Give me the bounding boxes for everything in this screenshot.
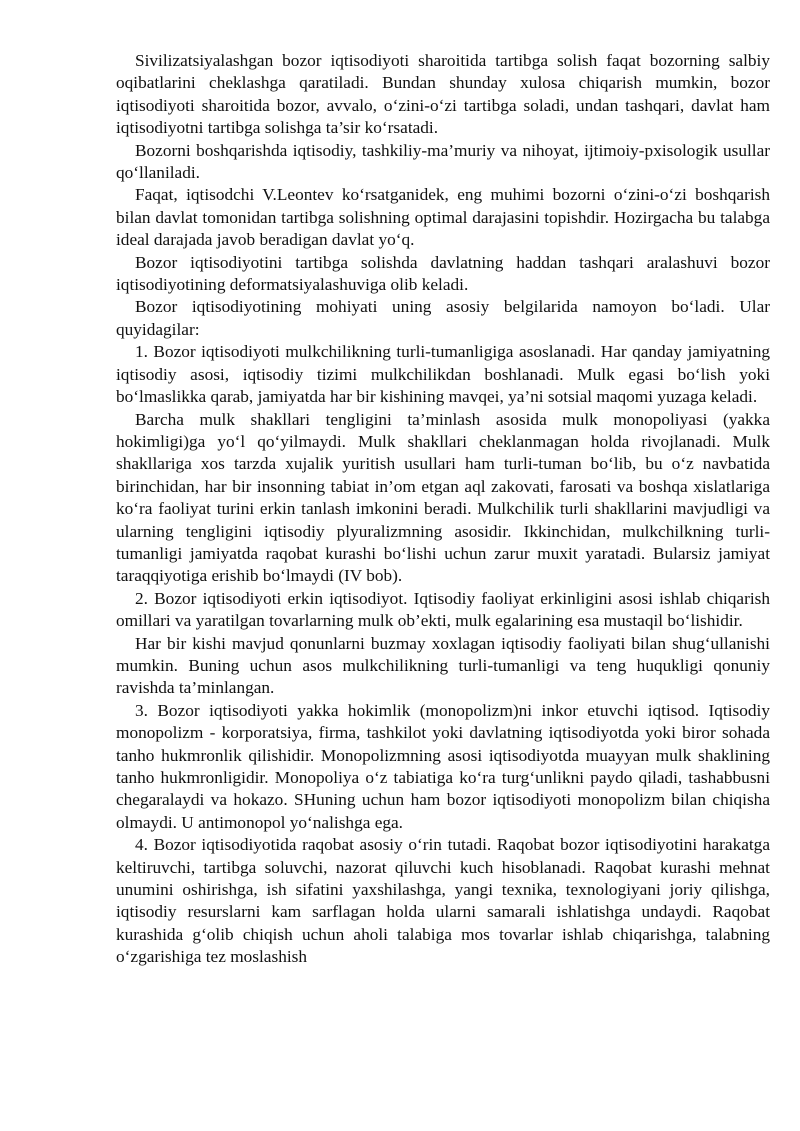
paragraph: Sivilizatsiyalashgan bozor iqtisodiyoti sharoitida tartibga solish faqat bozorning salbiy oqibatlarini cheklashga qaratiladi. Bundan shunday xulosa chiqarish mumkin, bozor iqtisodiyoti sharoitida bozor, avvalo, o‘zini-o‘zi tartibga soladi, undan tashqari, davlat ham iqtisodiyotni tartibga solishga ta’sir ko‘rsatadi. bbox=[116, 51, 770, 138]
document-page bbox=[116, 50, 770, 969]
list-item-4: 4. Bozor iqtisodiyotida raqobat asosiy o‘rin tutadi. Raqobat bozor iqtisodiyotini harakatga keltiruvchi, tartibga soluvchi, nazorat qiluvchi kuch hisoblanadi. Raqobat kurashi mehnat unumini oshirishga, ish sifatini yaxshilashga, yangi texnika, texnologiyani joriy qilishga, iqtisodiy resurslarni kam sarflagan holda ularni samarali ishlatishga undaydi. Raqobat kurashida g‘olib chiqish uchun aholi talabiga mos tovarlar ishlab chiqarishga, talabning o‘zgarishiga tez moslashish bbox=[116, 835, 770, 967]
paragraph: Barcha mulk shakllari tengligini ta’minlash asosida mulk monopoliyasi (yakka hokimligi)ga yo‘l qo‘yilmaydi. Mulk shakllari cheklanmagan holda rivojlanadi. Mulk shakllariga xos tarzda xujalik yuritish usullari ham turli-tuman bo‘lib, bu o‘z navbatida birinchidan, har bir insonning tabiat in’om etgan aql zakovati, farosati va boshqa xislatlariga ko‘ra faoliyat turini erkin tanlash imkonini beradi. Mulkchilik turli shakllarini mavjudligi va ularning tengligini iqtisodiy plyuralizmning asosidir. Ikkinchidan, mulkchilkning turli-tumanligi jamiyatda raqobat kurashi bo‘lishi uchun zarur muxit yaratadi. Bularsiz jamiyat taraqqiyotiga erishib bo‘lmaydi (IV bob). bbox=[116, 409, 770, 586]
list-item-2: 2. Bozor iqtisodiyoti erkin iqtisodiyot. Iqtisodiy faoliyat erkinligini asosi ishlab chiqarish omillari va yaratilgan tovarlarning mulk ob’ekti, mulk egalarining esa mustaqil bo‘lishidir. bbox=[116, 588, 770, 631]
paragraph: Faqat, iqtisodchi V.Leontev ko‘rsatganidek, eng muhimi bozorni o‘zini-o‘zi boshqarish bilan davlat tomonidan tartibga solishning optimal darajasini topishdir. Hozirgacha bu talabga ideal darajada javob beradigan davlat yo‘q. bbox=[116, 185, 770, 250]
paragraph: Bozorni boshqarishda iqtisodiy, tashkiliy-ma’muriy va nihoyat, ijtimoiy-pxisologik usullar qo‘llaniladi. bbox=[116, 140, 770, 183]
list-item-1: 1. Bozor iqtisodiyoti mulkchilikning turli-tumanligiga asoslanadi. Har qanday jamiyatning iqtisodiy asosi, iqtisodiy tizimi mulkchilikdan boshlanadi. Mulk egasi bo‘lish yoki bo‘lmaslikka qarab, jamiyatda har bir kishining mavqei, ya’ni sotsial maqomi yuzaga keladi. bbox=[116, 342, 770, 407]
paragraph: Har bir kishi mavjud qonunlarni buzmay xoxlagan iqtisodiy faoliyati bilan shug‘ullanishi mumkin. Buning uchun asos mulkchilikning turli-tumanligi va teng huqukligi qonuniy ravishda ta’minlangan. bbox=[116, 633, 770, 698]
paragraph: Bozor iqtisodiyotini tartibga solishda davlatning haddan tashqari aralashuvi bozor iqtisodiyotining deformatsiyalashuviga olib keladi. bbox=[116, 252, 770, 295]
paragraph: Bozor iqtisodiyotining mohiyati uning asosiy belgilarida namoyon bo‘ladi. Ular quyidagilar: bbox=[116, 297, 770, 339]
list-item-3: 3. Bozor iqtisodiyoti yakka hokimlik (monopolizm)ni inkor etuvchi iqtisod. Iqtisodiy monopolizm - korporatsiya, firma, tashkilot yoki davlatning iqtisodiyotda yoki biror sohada tanho hukmronlik qilishidir. Monopolizmning asosi iqtisodiyotda muayyan mulk shaklining tanho hukmronligidir. Monopoliya o‘z tabiatiga ko‘ra turg‘unlikni paydo qiladi, tashabbusni chegaralaydi va hokazo. SHuning uchun ham bozor iqtisodiyoti monopolizm bilan chiqisha olmaydi. U antimonopol yo‘nalishga ega. bbox=[116, 700, 770, 832]
